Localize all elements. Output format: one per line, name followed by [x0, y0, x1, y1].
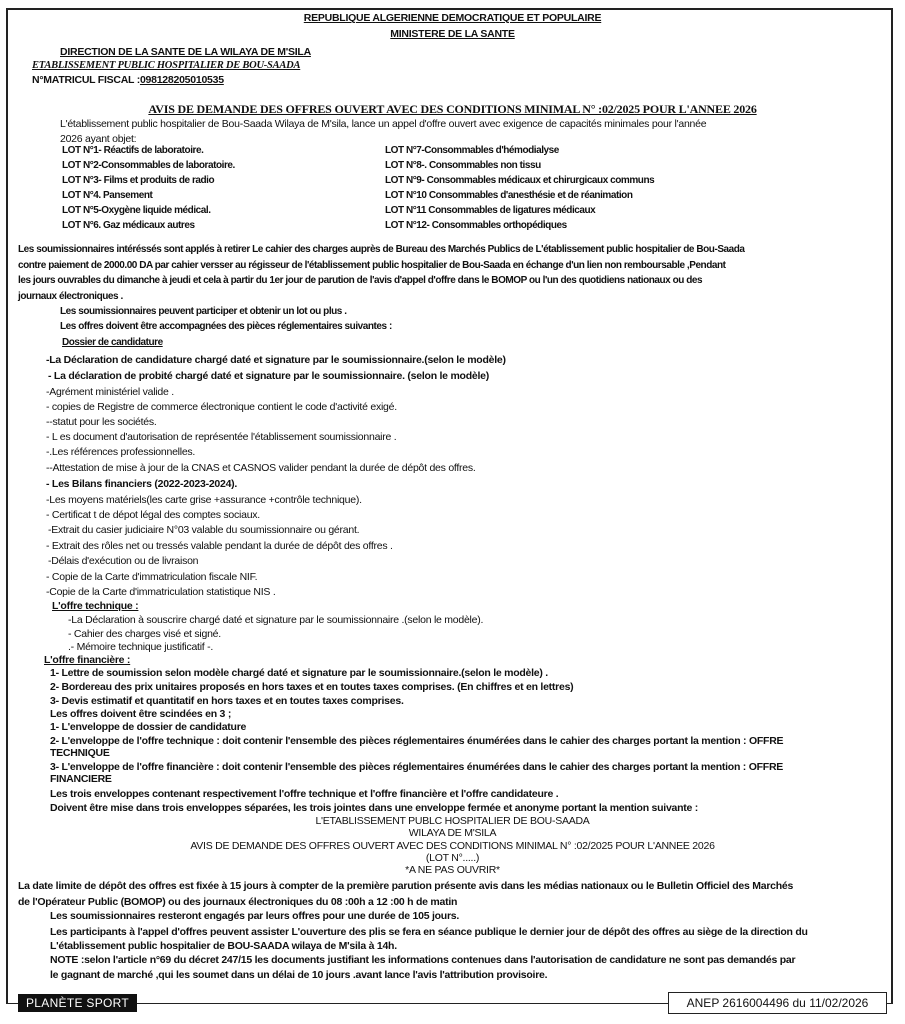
mention-line: *A NE PAS OUVRIR*	[405, 864, 500, 876]
ministry-heading: MINISTERE DE LA SANTE	[390, 28, 515, 40]
mention-line: WILAYA DE M'SILA	[408, 827, 497, 839]
lot-item: LOT N°1- Réactifs de laboratoire.	[62, 145, 204, 156]
lot-item: LOT N°11 Consommables de ligatures médicaux	[385, 205, 596, 216]
lot-item: LOT N°12- Consommables orthopédiques	[385, 220, 567, 231]
dossier-item: - La déclaration de probité chargé daté et signature par le soumissionnaire. (selon le modèle)	[48, 370, 489, 382]
retrait-line: Les soumissionnaires intéréssés sont applés à retirer Le cahier des charges auprès de Bureau des Marchés Publics de L'établissement public hospitalier de Bou-Saada	[18, 244, 745, 255]
lot-item: LOT N°4. Pansement	[62, 190, 153, 201]
technique-title: L'offre technique :	[52, 600, 139, 612]
dossier-item: --Attestation de mise à jour de la CNAS et CASNOS valider pendant la durée de dépôt des offres.	[46, 462, 476, 474]
deadline-line: de l'Opérateur Public (BOMOP) ou des journaux électroniques du 08 :00h a 12 :00 h de matin	[18, 896, 458, 908]
republic-heading: REPUBLIQUE ALGERIENNE DEMOCRATIQUE ET POPULAIRE	[303, 12, 602, 24]
financiere-item: 3- Devis estimatif et quantitatif en hors taxes et en toutes taxes comprises.	[50, 695, 404, 707]
envelope-line: 2- L'enveloppe de l'offre technique : doit contenir l'ensemble des pièces réglementaires énumérées dans le cahier des charges portant la mention : OFFRE	[50, 735, 784, 747]
closing-line: Les soumissionnaires resteront engagés par leurs offres pour une durée de 105 jours.	[50, 910, 460, 922]
lot-item: LOT N°7-Consommables d'hémodialyse	[385, 145, 559, 156]
financiere-title: L'offre financière :	[44, 654, 131, 666]
lot-item: LOT N°9- Consommables médicaux et chirurgicaux communs	[385, 175, 655, 186]
publication-label: PLANÈTE SPORT	[18, 994, 137, 1012]
anep-reference: ANEP 2616004496 du 11/02/2026	[668, 992, 887, 1014]
participation-line: Les soumissionnaires peuvent participer et obtenir un lot ou plus .	[60, 306, 347, 317]
dossier-item: -La Déclaration de candidature chargé daté et signature par le soumissionnaire.(selon le modèle)	[46, 354, 506, 366]
intro-line: 2026 ayant objet:	[60, 133, 137, 145]
retrait-line: les jours ouvrables du dimanche à jeudi et cela à partir du 1er jour de parution de l'avis d'appel d'offre dans le BOMOP ou l'un des quotidiens nationaux ou des	[18, 275, 703, 286]
retrait-line: contre paiement de 2000.00 DA par cahier versser au régisseur de l'établissement public hospitalier de Bou-Saada en échange d'un lien non remboursable ,Pendant	[18, 260, 726, 271]
dossier-item: -Copie de la Carte d'immatriculation statistique NIS .	[46, 586, 276, 598]
dossier-item: -.Les références professionnelles.	[46, 446, 196, 458]
closing-line: le gagnant de marché ,qui les soumet dans un délai de 10 jours .avant lance l'avis l'attribution provisoire.	[50, 969, 548, 981]
intro-line: L'établissement public hospitalier de Bou-Saada Wilaya de M'sila, lance un appel d'offre ouvert avec exigence de capacités minimales pour l'année	[60, 118, 707, 130]
technique-item: -La Déclaration à souscrire chargé daté et signature par le soumissionnaire .(selon le modèle).	[68, 614, 484, 626]
lot-item: LOT N°5-Oxygène liquide médical.	[62, 205, 211, 216]
envelope-line: 3- L'enveloppe de l'offre financière : doit contenir l'ensemble des pièces réglementaires énumérées dans le cahier des charges portant la mention : OFFRE	[50, 761, 784, 773]
dossier-item: - Certificat t de dépot légal des comptes sociaux.	[46, 509, 260, 521]
mention-line: L'ETABLISSEMENT PUBLC HOSPITALIER DE BOU-SAADA	[315, 815, 590, 827]
dossier-item: -Agrément ministériel valide .	[46, 386, 174, 398]
closing-line: NOTE :selon l'article n°69 du décret 247/15 les documents justifiant les informations contenues dans l'autorisation de candidature ne sont pas demandés par	[50, 954, 796, 966]
financiere-item: 1- Lettre de soumission selon modèle chargé daté et signature par le soumissionnaire.(selon le modèle) .	[50, 667, 548, 679]
dossier-item: - L es document d'autorisation de représentée l'établissement soumissionnaire .	[46, 431, 397, 443]
envelope-line: 1- L'enveloppe de dossier de candidature	[50, 721, 247, 733]
dossier-title: Dossier de candidature	[62, 337, 163, 348]
fiscal-line	[32, 74, 224, 86]
dossier-item: - Extrait des rôles net ou tressés valable pendant la durée de dépôt des offres .	[46, 540, 393, 552]
lot-item: LOT N°10 Consommables d'anesthésie et de réanimation	[385, 190, 633, 201]
fiscal-number: 098128205010535	[139, 74, 224, 86]
lot-item: LOT N°3- Films et produits de radio	[62, 175, 215, 186]
dossier-item: --statut pour les sociétés.	[46, 416, 157, 428]
direction-heading: DIRECTION DE LA SANTE DE LA WILAYA DE M'SILA	[60, 46, 311, 58]
envelope-line: Les trois enveloppes contenant respectivement l'offre technique et l'offre financière et l'offre candidateure .	[50, 788, 559, 800]
envelope-line: TECHNIQUE	[50, 747, 110, 759]
envelope-line: FINANCIERE	[50, 773, 112, 785]
retrait-line: journaux électroniques .	[18, 291, 123, 302]
dossier-item: - copies de Registre de commerce électronique contient le code d'activité exigé.	[46, 401, 397, 413]
closing-line: L'établissement public hospitalier de BOU-SAADA wilaya de M'sila à 14h.	[50, 940, 397, 952]
pieces-intro: Les offres doivent être accompagnées des pièces réglementaires suivantes :	[60, 321, 392, 332]
envelope-line: Doivent être mise dans trois enveloppes séparées, les trois jointes dans une enveloppe fermée et anonyme portant la mention suivante :	[50, 802, 699, 814]
mention-line: AVIS DE DEMANDE DES OFFRES OUVERT AVEC DES CONDITIONS MINIMAL N° :02/2025 POUR L'ANNEE 2026	[190, 840, 715, 852]
lot-item: LOT N°8-. Consommables non tissu	[385, 160, 541, 171]
notice-title: AVIS DE DEMANDE DES OFFRES OUVERT AVEC DES CONDITIONS MINIMAL N° :02/2025 POUR L'ANNEE 2026	[148, 102, 757, 116]
deadline-line: La date limite de dépôt des offres est fixée à 15 jours à compter de la première parution présente avis dans les médias nationaux ou le Bulletin Officiel des Marchés	[18, 880, 794, 892]
lot-item: LOT N°2-Consommables de laboratoire.	[62, 160, 235, 171]
dossier-item: - Copie de la Carte d'immatriculation fiscale NIF.	[46, 571, 258, 583]
dossier-item: - Les Bilans financiers (2022-2023-2024).	[46, 478, 238, 490]
dossier-item: -Extrait du casier judiciaire N°03 valable du soumissionnaire ou gérant.	[48, 524, 360, 536]
mention-line: (LOT N°.....)	[425, 852, 480, 864]
dossier-item: -Les moyens matériels(les carte grise +assurance +contrôle technique).	[46, 494, 362, 506]
financiere-item: 2- Bordereau des prix unitaires proposés en hors taxes et en toutes taxes comprises. (En chiffres et en lettres)	[50, 681, 574, 693]
technique-item: - Cahier des charges visé et signé.	[68, 628, 221, 640]
lot-item: LOT N°6. Gaz médicaux autres	[62, 220, 195, 231]
technique-item: .- Mémoire technique justificatif -.	[68, 641, 214, 653]
establishment-heading: ETABLISSEMENT PUBLIC HOSPITALIER DE BOU-SAADA	[32, 60, 301, 71]
envelope-line: Les offres doivent être scindées en 3 ;	[50, 708, 232, 720]
dossier-item: -Délais d'exécution ou de livraison	[48, 555, 199, 567]
fiscal-label: N°MATRICUL FISCAL :	[32, 74, 140, 86]
closing-line: Les participants à l'appel d'offres peuvent assister L'ouverture des plis se fera en séance publique le dernier jour de dépôt des offres au siège de la direction du	[50, 926, 808, 938]
